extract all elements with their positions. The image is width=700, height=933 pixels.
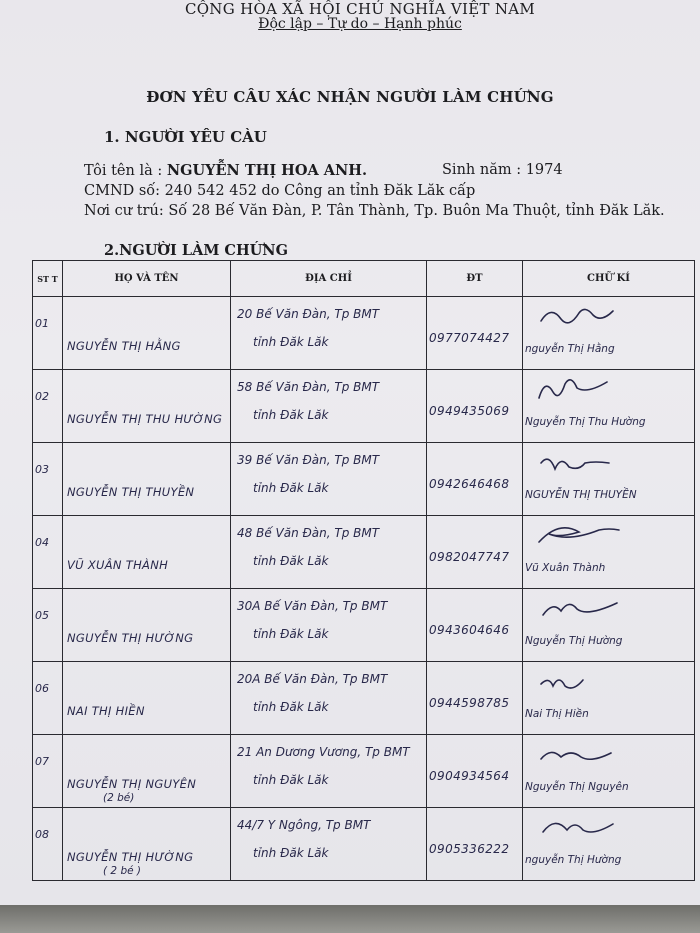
signature-scribble-icon [533, 591, 633, 627]
address-cell [231, 516, 427, 589]
signature-cell [523, 516, 695, 589]
col-name: HỌ VÀ TÊN [63, 261, 231, 297]
stt-cell [33, 735, 63, 808]
national-title: CỘNG HÒA XÃ HỘI CHỦ NGHĨA VIỆT NAM [184, 0, 536, 18]
table-row [33, 297, 695, 370]
stt-cell [33, 808, 63, 881]
stt-cell [33, 297, 63, 370]
address-cell [231, 735, 427, 808]
table-header-row [33, 261, 695, 297]
stt-value: 05 [35, 609, 49, 622]
address-cell [231, 662, 427, 735]
witness-name: NGUYỄN THỊ HẰNG [67, 339, 181, 353]
address-line1: 30A Bế Văn Đàn, Tp BMT [237, 599, 388, 613]
signature-name: Nguyễn Thị Thu Hường [525, 416, 646, 428]
col-stt: ST T [33, 261, 63, 297]
section2-heading: 2.NGƯỜI LÀM CHỨNG [104, 242, 288, 259]
signature-cell [523, 662, 695, 735]
table-row [33, 808, 695, 881]
address-line1: 20A Bế Văn Đàn, Tp BMT [237, 672, 388, 686]
phone-number: 0982047747 [429, 550, 510, 564]
address-line2: tỉnh Đăk Lăk [253, 481, 329, 495]
phone-number: 0905336222 [429, 842, 510, 856]
address-cell [231, 370, 427, 443]
address-cell [231, 589, 427, 662]
address-cell [231, 443, 427, 516]
witness-note: ( 2 bé ) [103, 865, 142, 877]
name-cell [63, 297, 231, 370]
stt-value: 08 [35, 828, 49, 841]
address-line2: tỉnh Đăk Lăk [253, 773, 329, 787]
col-signature: CHỮ KÍ [523, 261, 695, 297]
table-row [33, 589, 695, 662]
witness-name: NAI THỊ HIỀN [67, 704, 145, 718]
address-line1: 58 Bế Văn Đàn, Tp BMT [237, 380, 380, 394]
requester-name: NGUYỄN THỊ HOA ANH. [166, 162, 368, 179]
requester-name-line [84, 162, 563, 179]
address-line2: tỉnh Đăk Lăk [253, 408, 329, 422]
stt-value: 02 [35, 390, 49, 403]
name-cell [63, 589, 231, 662]
stt-value: 04 [35, 536, 49, 549]
table-row [33, 662, 695, 735]
phone-cell [427, 808, 523, 881]
signature-scribble-icon [533, 372, 633, 408]
witness-table [32, 260, 695, 881]
name-cell [63, 808, 231, 881]
stt-cell [33, 443, 63, 516]
stt-value: 06 [35, 682, 49, 695]
address-line2: tỉnh Đăk Lăk [253, 554, 329, 568]
signature-cell [523, 808, 695, 881]
address-line2: tỉnh Đăk Lăk [253, 846, 329, 860]
col-address: ĐỊA CHỈ [231, 261, 427, 297]
name-cell [63, 735, 231, 808]
signature-name: nguyễn Thị Hằng [525, 343, 615, 355]
name-cell [63, 443, 231, 516]
signature-cell [523, 297, 695, 370]
section1-heading: 1. NGƯỜI YÊU CÀU [104, 128, 267, 146]
phone-number: 0942646468 [429, 477, 510, 491]
stt-cell [33, 662, 63, 735]
table-row [33, 370, 695, 443]
signature-name: NGUYỄN THỊ THUYỀN [525, 489, 637, 501]
stt-cell [33, 589, 63, 662]
signature-scribble-icon [533, 664, 633, 700]
signature-name: nguyễn Thị Hường [525, 854, 622, 866]
phone-number: 0944598785 [429, 696, 510, 710]
witness-name: VŨ XUÂN THÀNH [67, 558, 169, 572]
phone-cell [427, 370, 523, 443]
motto: Độc lập – Tự do – Hạnh phúc [258, 16, 462, 32]
stt-value: 07 [35, 755, 49, 768]
address-cell [231, 808, 427, 881]
name-cell [63, 516, 231, 589]
signature-name: Nguyễn Thị Hường [525, 635, 623, 647]
address-line1: 39 Bế Văn Đàn, Tp BMT [237, 453, 380, 467]
phone-number: 0904934564 [429, 769, 510, 783]
signature-cell [523, 443, 695, 516]
phone-number: 0977074427 [429, 331, 510, 345]
name-label: Tôi tên là : [84, 163, 163, 179]
witness-name: NGUYỄN THỊ HƯỜNG [67, 631, 194, 645]
phone-number: 0943604646 [429, 623, 510, 637]
table-surface [0, 905, 700, 933]
signature-scribble-icon [533, 810, 633, 846]
stt-cell [33, 370, 63, 443]
signature-scribble-icon [533, 518, 633, 554]
stt-value: 01 [35, 317, 49, 330]
signature-scribble-icon [533, 299, 633, 335]
name-cell [63, 370, 231, 443]
address-line2: tỉnh Đăk Lăk [253, 700, 329, 714]
signature-scribble-icon [533, 737, 633, 773]
address-line1: 44/7 Y Ngông, Tp BMT [237, 818, 371, 832]
residence-line: Nơi cư trú: Số 28 Bế Văn Đàn, P. Tân Thành, Tp. Buôn Ma Thuột, tỉnh Đăk Lăk. [84, 203, 665, 219]
table-row [33, 443, 695, 516]
address-line2: tỉnh Đăk Lăk [253, 335, 329, 349]
address-cell [231, 297, 427, 370]
stt-value: 03 [35, 463, 49, 476]
phone-number: 0949435069 [429, 404, 510, 418]
document-title: ĐƠN YÊU CÂU XÁC NHẬN NGƯỜI LÀM CHỨNG [146, 88, 554, 106]
phone-cell [427, 516, 523, 589]
signature-cell [523, 370, 695, 443]
table-row [33, 516, 695, 589]
signature-name: Nguyễn Thị Nguyên [525, 781, 629, 793]
witness-name: NGUYỄN THỊ THUYỀN [67, 485, 195, 499]
address-line1: 20 Bế Văn Đàn, Tp BMT [237, 307, 380, 321]
name-cell [63, 662, 231, 735]
id-card-line: CMND số: 240 542 452 do Công an tỉnh Đăk Lăk cấp [84, 183, 476, 199]
phone-cell [427, 297, 523, 370]
witness-name: NGUYỄN THỊ THU HƯỜNG [67, 412, 223, 426]
col-phone: ĐT [427, 261, 523, 297]
birth-year: Sinh năm : 1974 [442, 162, 563, 178]
signature-name: Vũ Xuân Thành [525, 562, 606, 574]
address-line1: 48 Bế Văn Đàn, Tp BMT [237, 526, 380, 540]
phone-cell [427, 589, 523, 662]
signature-name: Nai Thị Hiền [525, 708, 589, 720]
signature-cell [523, 735, 695, 808]
phone-cell [427, 443, 523, 516]
witness-name: NGUYỄN THỊ HƯỜNG [67, 850, 194, 864]
stt-cell [33, 516, 63, 589]
phone-cell [427, 735, 523, 808]
address-line2: tỉnh Đăk Lăk [253, 627, 329, 641]
signature-scribble-icon [533, 445, 633, 481]
signature-cell [523, 589, 695, 662]
address-line1: 21 An Dương Vương, Tp BMT [237, 745, 410, 759]
witness-name: NGUYỄN THỊ NGUYÊN [67, 777, 197, 791]
phone-cell [427, 662, 523, 735]
witness-note: (2 bé) [103, 792, 135, 804]
table-row [33, 735, 695, 808]
